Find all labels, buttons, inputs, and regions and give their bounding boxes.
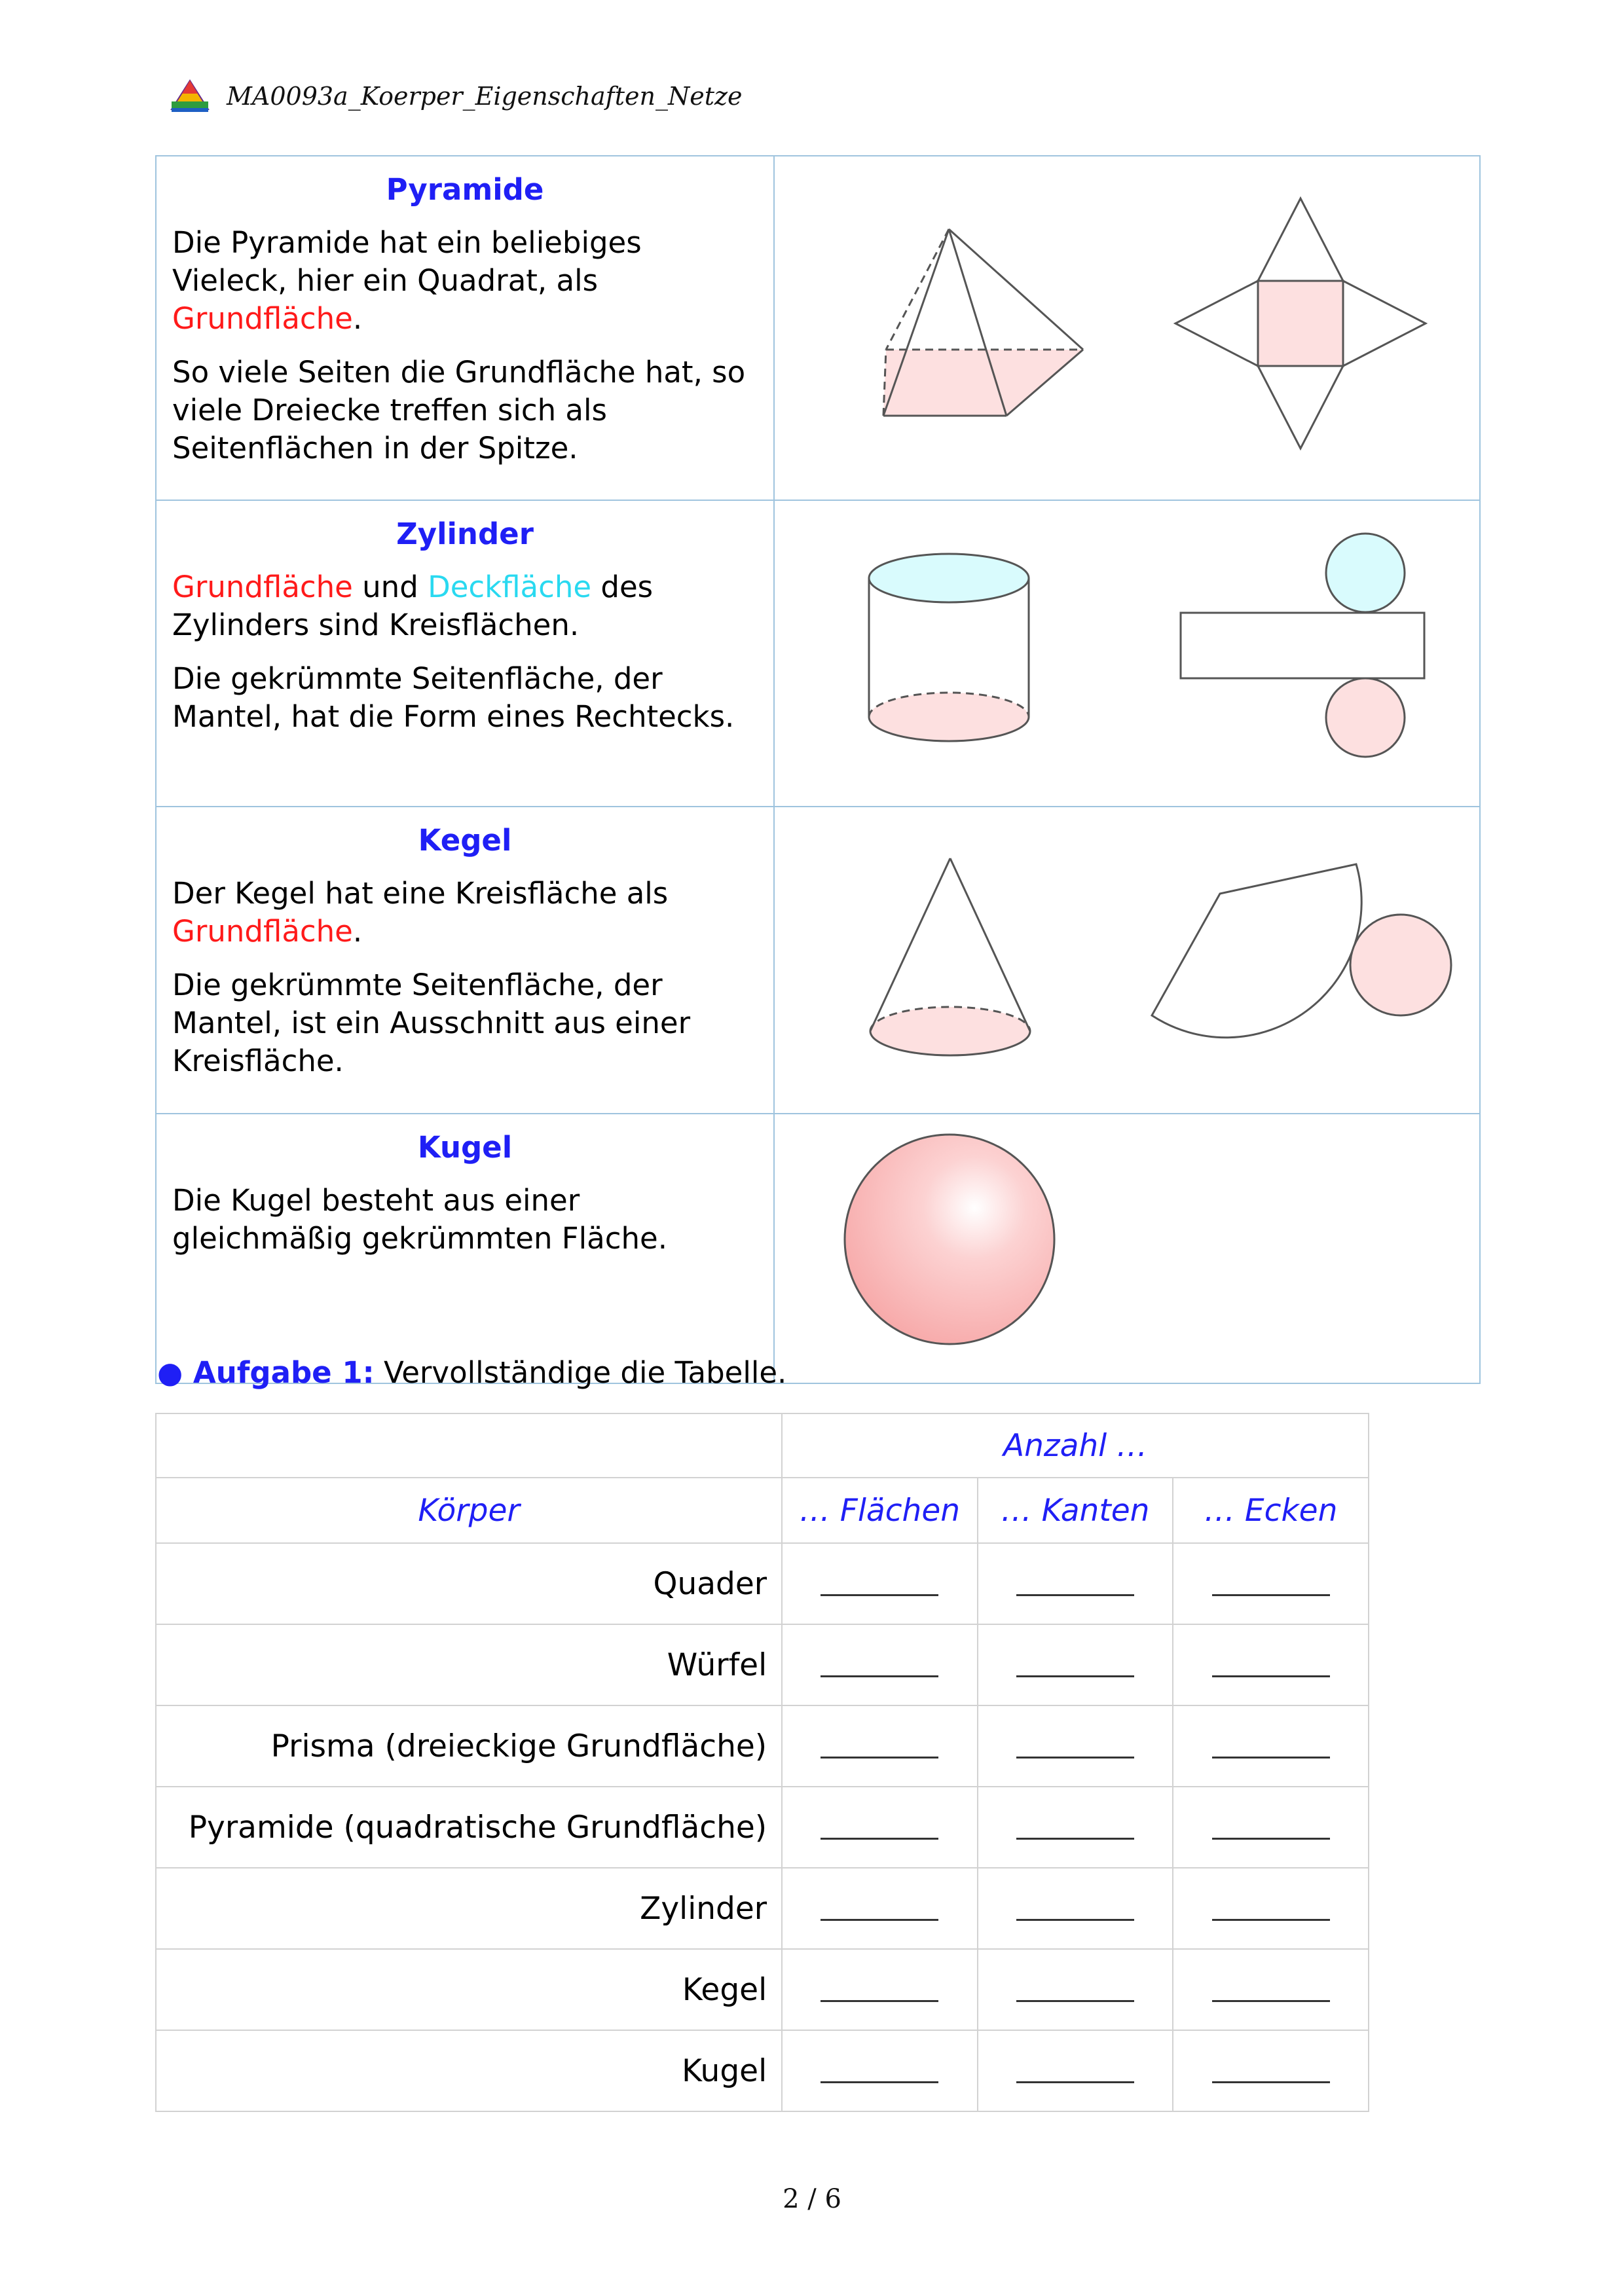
cone-text-1: Der Kegel hat eine Kreisfläche als Grundfläche. (172, 876, 669, 949)
row-label: Kegel (156, 1949, 782, 2030)
cone-3d (870, 858, 1030, 1055)
pyramid-text-1: Die Pyramide hat ein beliebiges Vieleck, hier ein Quadrat, als Grundfläche. (172, 225, 642, 336)
header-edges: … Kanten (978, 1478, 1173, 1543)
cone-text-2: Die gekrümmte Seitenfläche, der Mantel, ist ein Ausschnitt aus einer Kreisfläche. (172, 968, 691, 1078)
answer-blank[interactable] (1016, 1751, 1134, 1758)
cone-net (1152, 864, 1451, 1038)
answer-blank[interactable] (1016, 1995, 1134, 2002)
pyramid-text-2: So viele Seiten die Grundfläche hat, so viele Dreiecke treffen sich als Seitenflächen in der Spitze. (172, 355, 746, 465)
row-label: Pyramide (quadratische Grundfläche) (156, 1787, 782, 1868)
table-row (156, 2030, 1369, 2111)
pyramid-row (156, 156, 1480, 500)
answer-blank[interactable] (1212, 1670, 1330, 1677)
table-row (156, 1705, 1369, 1787)
table-row (156, 1949, 1369, 2030)
answer-blank[interactable] (821, 1832, 938, 1840)
sphere-shape (845, 1135, 1054, 1344)
cylinder-text-2: Die gekrümmte Seitenfläche, der Mantel, hat die Form eines Rechtecks. (172, 661, 735, 734)
header-body: Körper (156, 1478, 782, 1543)
answer-blank[interactable] (1212, 1751, 1330, 1758)
pyramid-title: Pyramide (386, 172, 544, 207)
cone-figures (775, 807, 1479, 1097)
table-row (156, 1787, 1369, 1868)
answer-blank[interactable] (1212, 1832, 1330, 1840)
row-label: Prisma (dreieckige Grundfläche) (156, 1705, 782, 1787)
table-row (156, 1543, 1369, 1624)
document-title: MA0093a_Koerper_Eigenschaften_Netze (227, 82, 743, 111)
sphere-row (156, 1114, 1480, 1383)
pyramid-figures (775, 156, 1479, 484)
row-label: Zylinder (156, 1868, 782, 1949)
pyramid-3d (883, 229, 1083, 416)
cylinder-net (1181, 534, 1424, 757)
cylinder-title: Zylinder (396, 517, 534, 551)
table-row (156, 1624, 1369, 1705)
sphere-title: Kugel (417, 1130, 513, 1165)
answer-blank[interactable] (1212, 1995, 1330, 2002)
answer-blank[interactable] (1016, 1832, 1134, 1840)
cylinder-figures (775, 501, 1479, 790)
answer-blank[interactable] (821, 1670, 938, 1677)
answer-blank[interactable] (821, 1995, 938, 2002)
table-row (156, 1868, 1369, 1949)
cylinder-text-1: Grundfläche und Deckfläche des Zylinders sind Kreisflächen. (172, 570, 654, 642)
logo-icon (169, 79, 211, 113)
row-label: Quader (156, 1543, 782, 1624)
task-label: ● Aufgabe 1: (157, 1355, 375, 1390)
bodies-table (155, 155, 1481, 1384)
answer-blank[interactable] (821, 2076, 938, 2083)
page-header (169, 73, 743, 119)
answer-blank[interactable] (1016, 1914, 1134, 1921)
answer-blank[interactable] (821, 1589, 938, 1596)
answer-blank[interactable] (821, 1914, 938, 1921)
answer-blank[interactable] (1212, 2076, 1330, 2083)
answer-blank[interactable] (1016, 1589, 1134, 1596)
task-text: Vervollständige die Tabelle. (374, 1355, 787, 1390)
answer-blank[interactable] (1212, 1914, 1330, 1921)
cone-row (156, 807, 1480, 1114)
header-vertices: … Ecken (1173, 1478, 1369, 1543)
answer-blank[interactable] (1016, 2076, 1134, 2083)
exercise-table (155, 1413, 1369, 2112)
page-number: 2 / 6 (783, 2184, 841, 2214)
row-label: Kugel (156, 2030, 782, 2111)
cylinder-3d (869, 554, 1029, 741)
answer-blank[interactable] (821, 1751, 938, 1758)
cone-title: Kegel (418, 823, 512, 858)
pyramid-net (1175, 198, 1426, 448)
row-label: Würfel (156, 1624, 782, 1705)
anzahl-header: Anzahl … (782, 1413, 1369, 1478)
sphere-text-1: Die Kugel besteht aus einer gleichmäßig gekrümmten Fläche. (172, 1183, 668, 1256)
header-faces: … Flächen (782, 1478, 978, 1543)
cylinder-row (156, 500, 1480, 807)
answer-blank[interactable] (1016, 1670, 1134, 1677)
task-heading (157, 1355, 786, 1390)
answer-blank[interactable] (1212, 1589, 1330, 1596)
sphere-figures (775, 1114, 1479, 1367)
